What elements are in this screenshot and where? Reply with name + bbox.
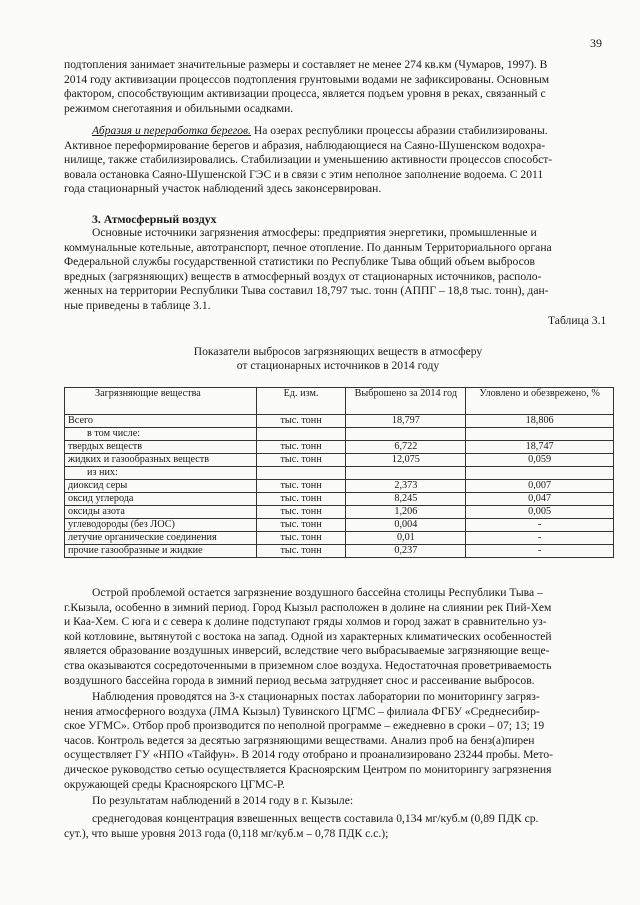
text-line: дическое руководство сетью осуществляется Красноярским Центром по мониторингу загрязнения bbox=[64, 762, 552, 776]
cell-emitted: 8,245 bbox=[346, 493, 466, 506]
table-row bbox=[65, 493, 614, 506]
cell-unit: тыс. тонн bbox=[256, 545, 346, 558]
cell-substance: твердых веществ bbox=[65, 441, 257, 454]
cell-unit: тыс. тонн bbox=[256, 480, 346, 493]
col-header-unit: Ед. изм. bbox=[256, 388, 346, 415]
table-row bbox=[65, 428, 614, 441]
text-line: Федеральной службы государственной статистики по Республике Тыва общий объем выбросов bbox=[64, 255, 536, 269]
text-line: Острой проблемой остается загрязнение воздушного бассейна столицы Республики Тыва – bbox=[92, 586, 543, 599]
cell-substance: Всего bbox=[65, 415, 257, 428]
cell-unit: тыс. тонн bbox=[256, 454, 346, 467]
cell-unit: тыс. тонн bbox=[256, 532, 346, 545]
cell-substance: углеводороды (без ЛОС) bbox=[65, 519, 257, 532]
cell-substance: оксид углерода bbox=[65, 493, 257, 506]
cell-emitted: 18,797 bbox=[346, 415, 466, 428]
table-row bbox=[65, 454, 614, 467]
text-line: Активное переформирование берегов и абразия, наблюдающиеся на Саяно-Шушенском водохра- bbox=[64, 138, 546, 152]
concentration-paragraph bbox=[64, 812, 612, 841]
col-header-emitted: Выброшено за 2014 год bbox=[346, 388, 466, 415]
text-line: г.Кызыла, особенно в зимний период. Город Кызыл расположен в долине на слиянии рек Пий-Хем bbox=[64, 600, 552, 614]
text-line: коммунальные котельные, автотранспорт, печное отопление. По данным Территориального органа bbox=[64, 240, 552, 254]
cell-unit: тыс. тонн bbox=[256, 415, 346, 428]
cell-captured: - bbox=[466, 519, 614, 532]
cell-substance: жидких и газообразных веществ bbox=[65, 454, 257, 467]
text-line: воздушного бассейна города в зимний период весьма затрудняет снос и рассеивание выбросов. bbox=[64, 673, 535, 687]
text-line: режимом снеготаяния и обильными осадками. bbox=[64, 101, 294, 115]
atmosphere-paragraph bbox=[64, 226, 612, 314]
table-header-row bbox=[65, 388, 614, 415]
cell-captured: 18,747 bbox=[466, 441, 614, 454]
text-line: осуществляет ГУ «НПО «Тайфун». В 2014 году отобрано и проанализировано 23244 пробы. Мето- bbox=[64, 748, 553, 762]
text-line: Абразия и переработка берегов. На озерах республики процессы абразии стабилизированы. bbox=[92, 124, 548, 137]
abrasion-paragraph bbox=[64, 124, 612, 197]
cell-emitted: 1,206 bbox=[346, 506, 466, 519]
text-line: подтопления занимает значительные размеры и составляет не менее 274 кв.км (Чумаров, 1997). В bbox=[64, 58, 548, 71]
table-title-line: Показатели выбросов загрязняющих веществ в атмосферу bbox=[193, 345, 483, 358]
text-line: Основные источники загрязнения атмосферы: предприятия энергетики, промышленные и bbox=[92, 226, 537, 239]
cell-substance: в том числе: bbox=[65, 428, 257, 441]
text-line: вредных (загрязняющих) веществ в атмосферный воздух от стационарных источников, располо- bbox=[64, 269, 542, 283]
intro-paragraph bbox=[64, 58, 612, 116]
cell-captured: 0,059 bbox=[466, 454, 614, 467]
cell-captured: - bbox=[466, 545, 614, 558]
cell-emitted bbox=[346, 428, 466, 441]
col-header-captured: Уловлено и обезврежено, % bbox=[466, 388, 614, 415]
text-line: женных на территории Республики Тыва составил 18,797 тыс. тонн (АППГ – 18,8 тыс. тонн), дан- bbox=[64, 284, 549, 298]
table-row bbox=[65, 545, 614, 558]
cell-substance: оксиды азота bbox=[65, 506, 257, 519]
text-line: является образование воздушных инверсий, вследствие чего выбрасываемые загрязняющие веще- bbox=[64, 644, 550, 658]
col-header-substance: Загрязняющие вещества bbox=[65, 388, 257, 415]
table-row bbox=[65, 415, 614, 428]
cell-captured bbox=[466, 467, 614, 480]
cell-unit: тыс. тонн bbox=[256, 493, 346, 506]
cell-emitted: 2,373 bbox=[346, 480, 466, 493]
cell-captured: 0,005 bbox=[466, 506, 614, 519]
text-line: нения атмосферного воздуха (ЛМА Кызыл) Тувинского ЦГМС – филиала ФГБУ «Среднесибир- bbox=[64, 704, 540, 718]
cell-emitted: 6,722 bbox=[346, 441, 466, 454]
text-line: среднегодовая концентрация взвешенных веществ составила 0,134 мг/куб.м (0,89 ПДК ср. bbox=[92, 812, 539, 825]
cell-captured bbox=[466, 428, 614, 441]
text-line: ства оказываются сосредоточенными в приземном слое воздуха. Недостаточная проветриваемость bbox=[64, 658, 552, 672]
cell-emitted bbox=[346, 467, 466, 480]
text-line: часов. Контроль ведется за десятью загрязняющими веществами. Анализ проб на бенз(а)пирен bbox=[64, 733, 535, 747]
cell-emitted: 12,075 bbox=[346, 454, 466, 467]
cell-substance: летучие органические соединения bbox=[65, 532, 257, 545]
cell-substance: диоксид серы bbox=[65, 480, 257, 493]
text-line: кой котловине, вытянутой с востока на запад. Одной из характерных климатических особенностей bbox=[64, 629, 552, 643]
cell-unit: тыс. тонн bbox=[256, 519, 346, 532]
cell-unit bbox=[256, 467, 346, 480]
text-line: По результатам наблюдений в 2014 году в г. Кызыле: bbox=[92, 794, 354, 807]
cell-emitted: 0,01 bbox=[346, 532, 466, 545]
observations-paragraph bbox=[64, 690, 612, 792]
text-line: фактором, способствующим активизации процесса, является подъем уровня в реках, связанный с bbox=[64, 87, 546, 101]
text-line: года стационарный участок наблюдений здесь законсервирован. bbox=[64, 182, 382, 196]
cell-unit: тыс. тонн bbox=[256, 506, 346, 519]
cell-substance: из них: bbox=[65, 467, 257, 480]
section-heading: 3. Атмосферный воздух bbox=[92, 212, 217, 226]
table-row bbox=[65, 467, 614, 480]
cell-captured: 18,806 bbox=[466, 415, 614, 428]
text-line: вовала остановка Саяно-Шушенской ГЭС и в связи с этим неполное заполнение водоема. С 2011 bbox=[64, 167, 544, 181]
abrasion-label: Абразия и переработка берегов. bbox=[92, 124, 251, 137]
text-line: 2014 году активизации процессов подтопления грунтовыми водами не зафиксированы. Основным bbox=[64, 72, 550, 86]
text-line: Наблюдения проводятся на 3-х стационарных постах лаборатории по мониторингу загряз- bbox=[92, 690, 540, 703]
table-row bbox=[65, 480, 614, 493]
cell-captured: - bbox=[466, 532, 614, 545]
cell-substance: прочие газообразные и жидкие bbox=[65, 545, 257, 558]
emissions-table bbox=[64, 387, 614, 558]
table-row bbox=[65, 506, 614, 519]
cell-captured: 0,047 bbox=[466, 493, 614, 506]
results-paragraph bbox=[64, 794, 612, 809]
table-caption: Таблица 3.1 bbox=[548, 314, 607, 327]
table-row bbox=[65, 519, 614, 532]
table-row bbox=[65, 532, 614, 545]
cell-unit: тыс. тонн bbox=[256, 441, 346, 454]
text-line: ные приведены в таблице 3.1. bbox=[64, 298, 211, 312]
text-line: окружающей среды Красноярского ЦГМС-Р. bbox=[64, 777, 285, 791]
text-line: сут.), что выше уровня 2013 года (0,118 мг/куб.м – 0,78 ПДК с.с.); bbox=[64, 826, 389, 840]
cell-unit bbox=[256, 428, 346, 441]
cell-captured: 0,007 bbox=[466, 480, 614, 493]
table-title-line: от стационарных источников в 2014 году bbox=[236, 359, 440, 373]
text-line: и Каа-Хем. С юга и с севера к долине подступают гряды холмов и город зажат в сравнительно уз- bbox=[64, 615, 547, 629]
kyzyl-paragraph bbox=[64, 586, 612, 688]
text-line: ское УГМС». Отбор проб производится по неполной программе – ежедневно в сроки – 07; 13; 19 bbox=[64, 719, 545, 733]
page-number: 39 bbox=[590, 36, 602, 50]
cell-emitted: 0,237 bbox=[346, 545, 466, 558]
cell-emitted: 0,004 bbox=[346, 519, 466, 532]
table-title bbox=[64, 345, 612, 374]
text-line: нилище, также стабилизировались. Стабилизации и уменьшению активности процессов способст- bbox=[64, 153, 553, 167]
table-row bbox=[65, 441, 614, 454]
